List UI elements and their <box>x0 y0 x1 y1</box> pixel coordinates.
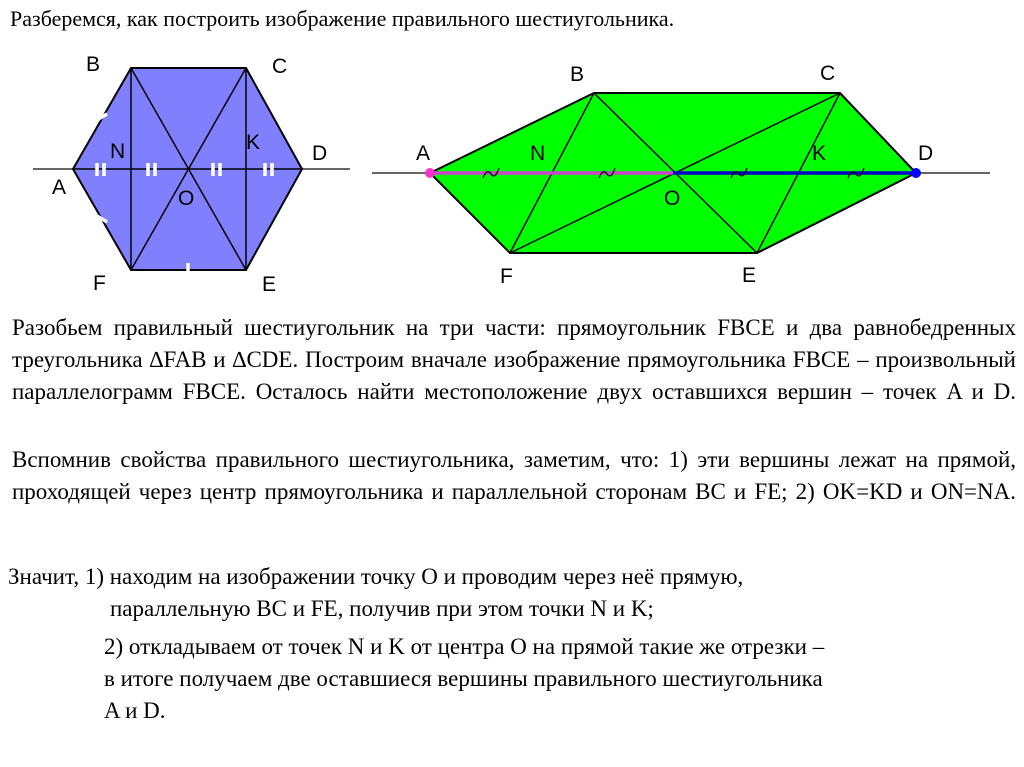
left-label-C: C <box>272 55 288 78</box>
paragraph-4-line-3: A и D. <box>104 698 166 723</box>
point-A-dot <box>425 168 435 178</box>
page-title: Разберемся, как построить изображение правильного шестиугольника. <box>10 6 675 31</box>
left-label-N: N <box>110 140 126 163</box>
left-label-B: B <box>86 53 101 76</box>
left-label-O: O <box>178 187 195 210</box>
right-label-C: C <box>820 62 836 85</box>
paragraph-4-line-2: в итоге получаем две оставшиеся вершины правильного шестиугольника <box>104 666 823 691</box>
paragraph-3-line-1: Значит, 1) находим на изображении точку O и проводим через неё прямую, <box>8 564 744 589</box>
right-label-B: B <box>570 63 585 86</box>
paragraph-2: Вспомнив свойства правильного шестиугольника, заметим, что: 1) эти вершины лежат на прямой, проходящей через центр прямоугольника и параллельной сторонам BC и FE; 2) OK=KD и ON=NA. <box>12 447 1016 504</box>
left-hexagon <box>33 68 350 277</box>
paragraph-4 <box>104 631 1009 727</box>
left-label-E: E <box>262 273 277 296</box>
left-label-F: F <box>93 272 106 295</box>
point-D-dot <box>911 168 921 178</box>
right-label-O: O <box>664 187 681 210</box>
left-label-A: A <box>52 176 67 199</box>
paragraph-1: Разобьем правильный шестиугольник на три части: прямоугольник FBCE и два равнобедренных треугольника ∆FAB и ∆CDE. Построим вначале изображение прямоугольника FBCE – произвольный параллелограмм FBCE. Осталось найти местоположение двух оставшихся вершин – точек A и D. <box>12 315 1016 404</box>
left-label-K: K <box>246 131 261 154</box>
left-label-D: D <box>312 142 328 165</box>
right-label-E: E <box>742 264 757 287</box>
right-hexagon <box>372 93 990 253</box>
right-label-K: K <box>812 142 827 165</box>
paragraph-4-line-1: 2) откладываем от точек N и K от центра O на прямой такие же отрезки – <box>104 634 825 659</box>
right-label-F: F <box>500 265 513 288</box>
right-label-D: D <box>918 142 934 165</box>
hexagon-diagrams <box>0 0 1024 310</box>
right-label-A: A <box>416 142 431 165</box>
paragraph-3-line-2: параллельную BC и FE, получив при этом точки N и K; <box>110 596 654 621</box>
right-label-N: N <box>530 142 546 165</box>
paragraph-3 <box>8 561 1008 625</box>
